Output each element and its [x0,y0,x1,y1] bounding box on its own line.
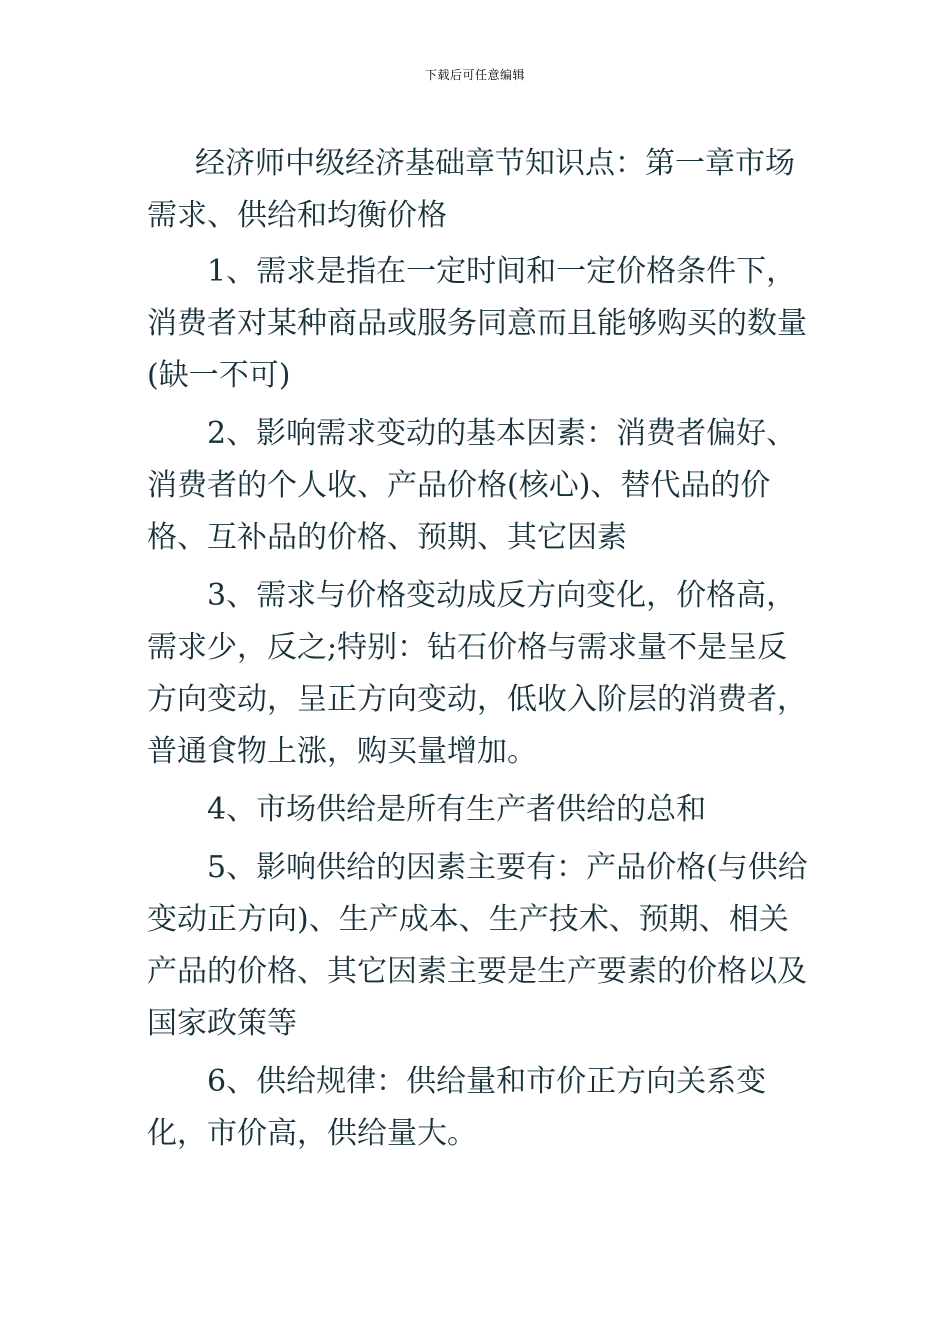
paragraph-5: 5、影响供给的因素主要有：产品价格(与供给变动正方向)、生产成本、生产技术、预期、相关产品的价格、其它因素主要是生产要素的价格以及国家政策等 [147,850,808,1041]
document-title: 经济师中级经济基础章节知识点：第一章市场需求、供给和均衡价格 [147,146,795,233]
paragraph-2: 2、影响需求变动的基本因素：消费者偏好、消费者的个人收、产品价格(核心)、替代品的价格、互补品的价格、预期、其它因素 [147,416,797,555]
paragraph-3: 3、需求与价格变动成反方向变化，价格高，需求少，反之;特别：钻石价格与需求量不是呈反方向变动，呈正方向变动，低收入阶层的消费者，普通食物上涨，购买量增加。 [147,578,807,769]
paragraph-1: 1、需求是指在一定时间和一定价格条件下，消费者对某种商品或服务同意而且能够购买的数量(缺一不可) [147,254,807,393]
paragraph-6: 6、供给规律：供给量和市价正方向关系变化，市价高，供给量大。 [147,1064,767,1151]
page-header-note: 下载后可任意编辑 [424,68,525,82]
document-body [147,138,815,1166]
paragraph-4: 4、市场供给是所有生产者供给的总和 [207,792,707,827]
